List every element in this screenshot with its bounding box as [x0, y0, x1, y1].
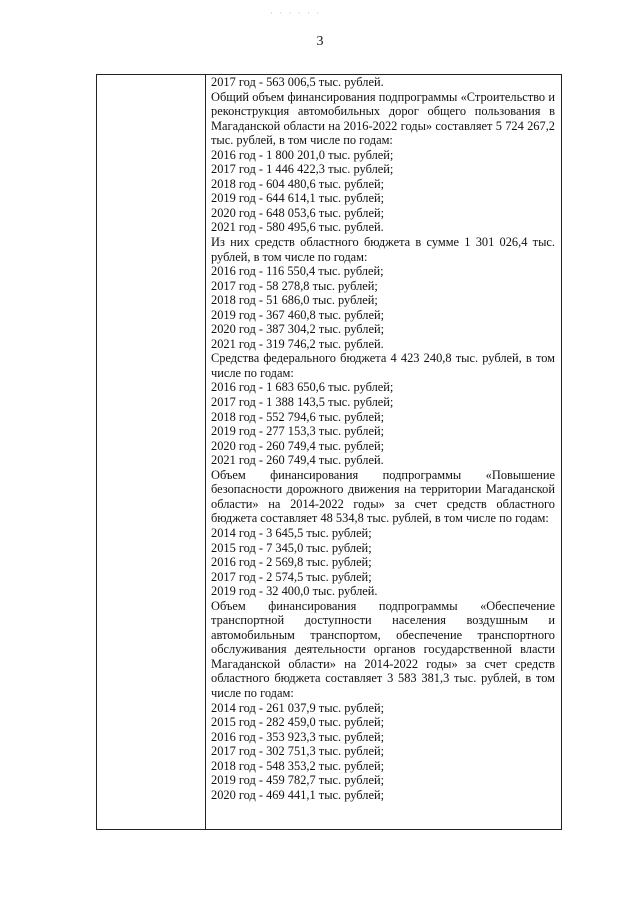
text-line: 2019 год - 367 460,8 тыс. рублей;: [211, 307, 385, 322]
text-line: 2019 год - 277 153,3 тыс. рублей;: [211, 424, 385, 439]
page-number: 3: [316, 34, 324, 49]
text-line: 2018 год - 548 353,2 тыс. рублей;: [211, 758, 385, 773]
text-line: 2020 год - 648 053,6 тыс. рублей;: [211, 205, 385, 220]
text-line: 2021 год - 319 746,2 тыс. рублей.: [211, 336, 384, 351]
text-line: 2019 год - 459 782,7 тыс. рублей;: [211, 773, 385, 788]
text-paragraph: Объем финансирования подпрограммы «Обеспечение транспортной доступности населения воздушным и автомобильным транспортом, обеспечение транспортного обслуживания деятельности органов государственной власти Магаданской области» на 2014-2022 годы» за счет средств областного бюджета составляет 3 583 381,3 тыс. рублей, в том числе по годам:: [211, 598, 555, 700]
text-paragraph: Средства федерального бюджета 4 423 240,8 тыс. рублей, в том числе по годам:: [211, 351, 555, 380]
text-line: 2016 год - 353 923,3 тыс. рублей;: [211, 729, 385, 744]
text-line: 2021 год - 260 749,4 тыс. рублей.: [211, 453, 384, 468]
header-scan-marks: · · · · · ·: [270, 8, 322, 18]
text-line: 2014 год - 3 645,5 тыс. рублей;: [211, 525, 372, 540]
table-right-column: [211, 75, 555, 802]
text-paragraph: Общий объем финансирования подпрограммы «Строительство и реконструкция автомобильных дорог общего пользования в Магаданской области на 2016-2022 годы» составляет 5 724 267,2 тыс. рублей, в том числе по годам:: [211, 89, 555, 148]
text-line: 2014 год - 261 037,9 тыс. рублей;: [211, 700, 385, 715]
text-paragraph: Из них средств областного бюджета в сумме 1 301 026,4 тыс. рублей, в том числе по годам:: [211, 235, 555, 264]
text-line: 2018 год - 604 480,6 тыс. рублей;: [211, 176, 385, 191]
text-line: 2017 год - 1 388 143,5 тыс. рублей;: [211, 395, 394, 410]
text-line: 2016 год - 116 550,4 тыс. рублей;: [211, 264, 384, 279]
text-line: 2016 год - 2 569,8 тыс. рублей;: [211, 555, 372, 570]
content-table: [96, 74, 562, 830]
text-line: 2020 год - 469 441,1 тыс. рублей;: [211, 787, 385, 802]
text-line: 2020 год - 260 749,4 тыс. рублей;: [211, 438, 385, 453]
text-line: 2016 год - 1 800 201,0 тыс. рублей;: [211, 147, 394, 162]
text-line: 2017 год - 2 574,5 тыс. рублей;: [211, 569, 372, 584]
text-line: 2018 год - 51 686,0 тыс. рублей;: [211, 293, 378, 308]
text-line: 2020 год - 387 304,2 тыс. рублей;: [211, 322, 385, 337]
text-line: 2017 год - 1 446 422,3 тыс. рублей;: [211, 162, 394, 177]
text-line: 2019 год - 644 614,1 тыс. рублей;: [211, 191, 385, 206]
text-line: 2016 год - 1 683 650,6 тыс. рублей;: [211, 380, 394, 395]
text-line: 2021 год - 580 495,6 тыс. рублей.: [211, 220, 384, 235]
text-line: 2018 год - 552 794,6 тыс. рублей;: [211, 409, 385, 424]
text-paragraph: Объем финансирования подпрограммы «Повышение безопасности дорожного движения на территории Магаданской области» на 2014-2022 годы» за счет средств областного бюджета составляет 48 534,8 тыс. рублей, в том числе по годам:: [211, 467, 555, 526]
text-line: 2017 год - 563 006,5 тыс. рублей.: [211, 75, 384, 89]
text-line: 2015 год - 7 345,0 тыс. рублей;: [211, 540, 372, 555]
text-line: 2017 год - 58 278,8 тыс. рублей;: [211, 278, 378, 293]
text-line: 2017 год - 302 751,3 тыс. рублей;: [211, 744, 385, 759]
table-left-column: [97, 75, 206, 829]
text-line: 2015 год - 282 459,0 тыс. рублей;: [211, 715, 385, 730]
text-line: 2019 год - 32 400,0 тыс. рублей.: [211, 584, 378, 599]
